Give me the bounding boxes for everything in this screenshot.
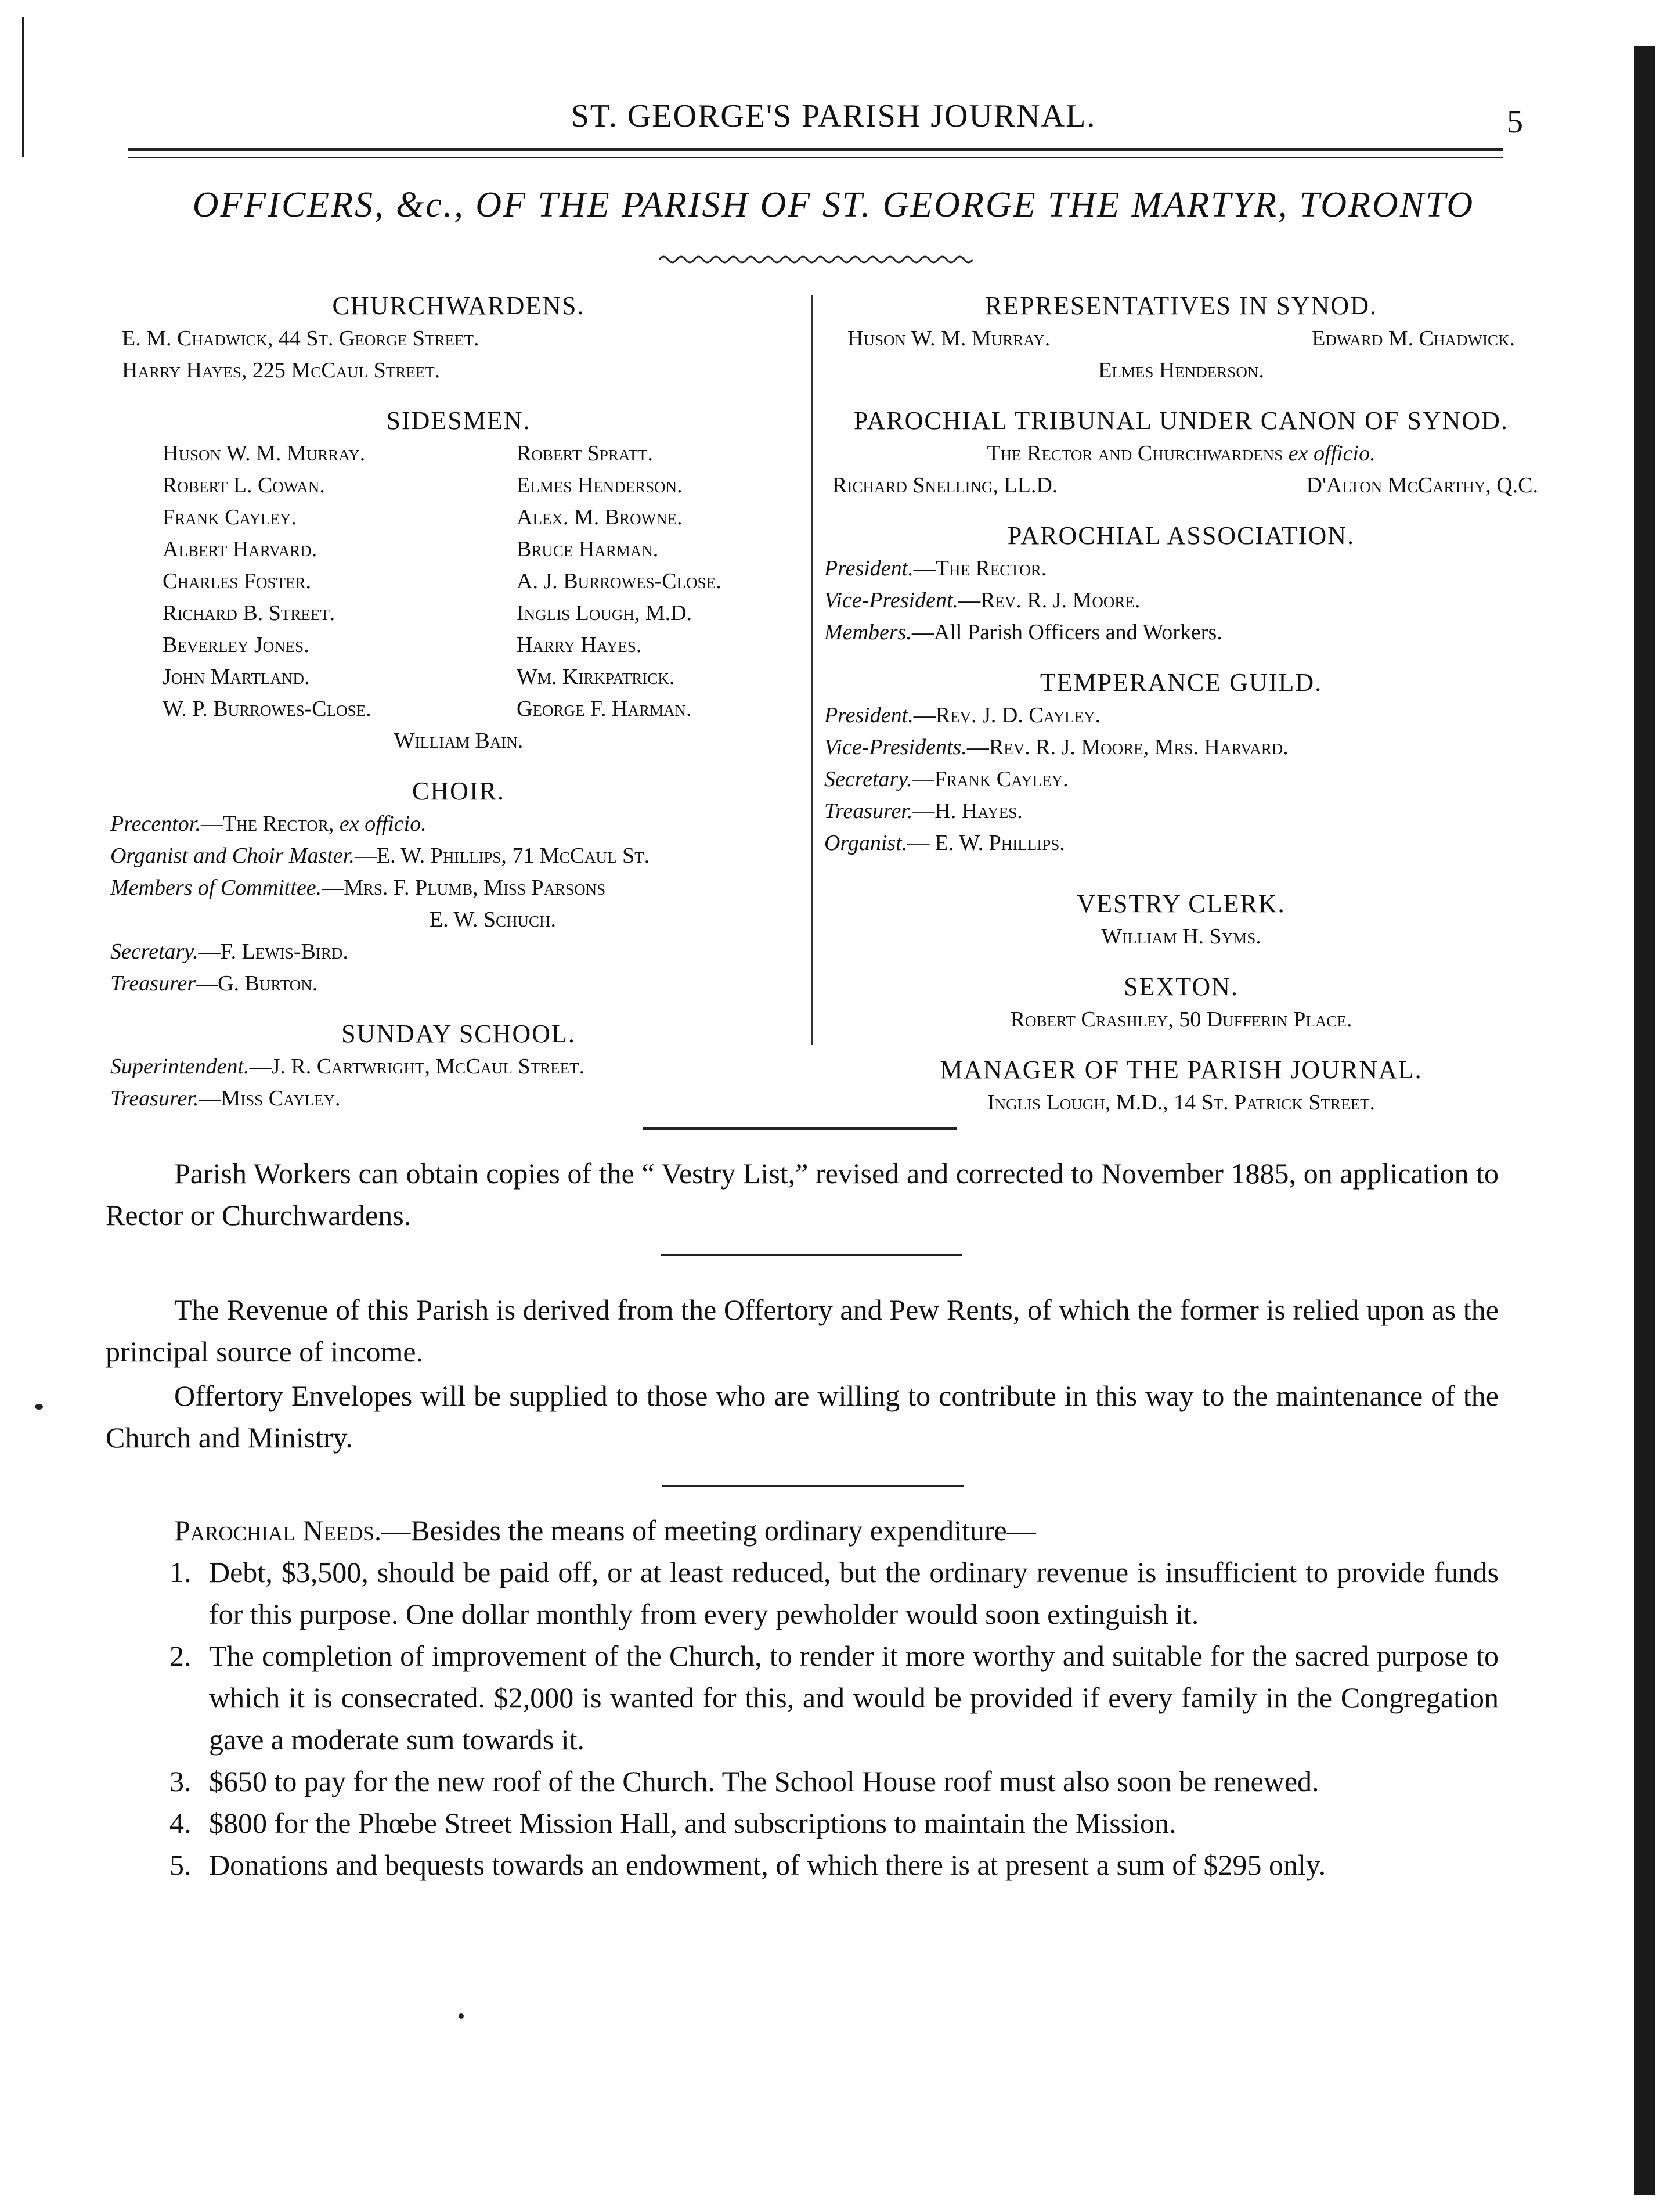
sidesman: Beverley Jones. — [163, 633, 309, 657]
precentor-label: Precentor. — [110, 812, 201, 836]
temp-president-value: —Rev. J. D. Cayley. — [913, 703, 1101, 727]
sidesman: Frank Cayley. — [163, 505, 297, 529]
tribunal-note: ex officio. — [1288, 441, 1376, 466]
assoc-president-label: President. — [824, 556, 914, 581]
need-number: 3. — [169, 1765, 192, 1797]
choir-heading: CHOIR. — [412, 777, 505, 805]
needs-lead-text: —Besides the means of meeting ordinary expenditure— — [381, 1514, 1036, 1547]
vestry-list-text: Parish Workers can obtain copies of the “ Vestry List,” revised and corrected to November 1885, on application to Rector or Churchwardens. — [106, 1157, 1499, 1231]
sexton-heading: SEXTON. — [1124, 972, 1239, 1001]
choir-treasurer-label: Treasurer — [110, 971, 196, 996]
association-heading: PAROCHIAL ASSOCIATION. — [1007, 521, 1355, 550]
sidesman: W. P. Burrowes-Close. — [163, 697, 371, 721]
tribunal-member-1: Richard Snelling, LL.D. — [832, 473, 1058, 498]
ss-treasurer-label: Treasurer. — [110, 1086, 199, 1111]
need-item — [106, 1844, 1499, 1886]
tribunal-heading: PAROCHIAL TRIBUNAL UNDER CANON OF SYNOD. — [854, 406, 1509, 435]
sidesman: Wm. Kirkpatrick. — [517, 665, 675, 689]
header-rule-thin — [128, 157, 1503, 158]
churchwarden-2: Harry Hayes, 225 McCaul Street. — [122, 358, 441, 383]
section-rule-1 — [643, 1127, 957, 1130]
running-head: ST. GEORGE'S PARISH JOURNAL. — [571, 98, 1096, 134]
sidesman: Charles Foster. — [163, 569, 311, 593]
committee-cont: E. W. Schuch. — [430, 907, 557, 932]
churchwarden-1: E. M. Chadwick, 44 St. George Street. — [122, 326, 479, 351]
temp-organist-label: Organist. — [824, 831, 908, 855]
churchwardens-heading: CHURCHWARDENS. — [332, 291, 585, 320]
sidesman: Alex. M. Browne. — [517, 505, 683, 529]
need-item — [106, 1635, 1499, 1760]
page-edge-shadow — [1634, 46, 1655, 2195]
need-item — [106, 1802, 1499, 1844]
sidesman: Richard B. Street. — [163, 601, 335, 625]
envelopes-text: Offertory Envelopes will be supplied to those who are willing to contribute in this way to the maintenance of the Church and Ministry. — [106, 1379, 1499, 1454]
precentor-value: —The Rector, — [200, 812, 340, 836]
synod-rep-2: Edward M. Chadwick. — [1312, 326, 1515, 351]
sidesmen-list — [110, 438, 807, 725]
section-title: OFFICERS, &c., OF THE PARISH OF ST. GEORGE THE MARTYR, TORONTO — [192, 185, 1475, 225]
need-number: 1. — [169, 1556, 192, 1588]
need-number: 5. — [169, 1849, 192, 1881]
section-rule-2 — [661, 1254, 962, 1256]
sidesman: Albert Harvard. — [163, 537, 317, 561]
vestry-clerk-name: William H. Syms. — [1101, 924, 1261, 949]
sidesman: Robert Spratt. — [517, 441, 653, 466]
header-rule — [128, 148, 1503, 151]
need-text: $650 to pay for the new roof of the Church. The School House roof must also soon be renewed. — [209, 1765, 1319, 1797]
precentor-note: ex officio. — [339, 812, 427, 836]
ink-speck — [35, 1404, 43, 1410]
sidesman: George F. Harman. — [517, 697, 692, 721]
revenue-paragraph — [106, 1289, 1499, 1372]
page-number: 5 — [1507, 104, 1523, 140]
sidesmen-heading: SIDESMEN. — [386, 406, 531, 435]
committee-value: —Mrs. F. Plumb, Miss Parsons — [322, 876, 606, 900]
synod-rep-1: Huson W. M. Murray. — [847, 326, 1051, 351]
vestry-clerk-heading: VESTRY CLERK. — [1077, 889, 1286, 918]
temp-president-label: President. — [824, 703, 914, 727]
organist-value: —E. W. Phillips, 71 McCaul St. — [354, 844, 650, 868]
temp-organist-value: — E. W. Phillips. — [907, 831, 1065, 855]
superintendent-value: —J. R. Cartwright, McCaul Street. — [249, 1054, 585, 1079]
revenue-text: The Revenue of this Parish is derived from the Offertory and Pew Rents, of which the former is relied upon as the principal source of income. — [106, 1294, 1499, 1368]
sidesman: A. J. Burrowes-Close. — [517, 569, 721, 593]
temperance-heading: TEMPERANCE GUILD. — [1040, 668, 1323, 697]
needs-list — [106, 1551, 1499, 1886]
need-text: Donations and bequests towards an endowment, of which there is at present a sum of $295 only. — [209, 1849, 1326, 1881]
temp-vps-value: —Rev. R. J. Moore, Mrs. Harvard. — [966, 735, 1289, 759]
officers-left-column — [110, 289, 807, 1115]
section-rule-3 — [662, 1485, 964, 1487]
needs-lead-label: Parochial Needs. — [174, 1514, 382, 1547]
need-text: $800 for the Phœbe Street Mission Hall, and subscriptions to maintain the Mission. — [209, 1807, 1177, 1839]
manager-name: Inglis Lough, M.D., 14 St. Patrick Street. — [987, 1090, 1375, 1115]
choir-secretary-value: —F. Lewis-Bird. — [198, 939, 348, 964]
temp-treasurer-value: —H. Hayes. — [912, 799, 1023, 823]
need-text: The completion of improvement of the Church, to render it more worthy and suitable for the sacred purpose to which it is consecrated. $2,000 is wanted for this, and would be provided if every family in the Congregation gave a moderate sum towards it. — [209, 1640, 1499, 1756]
need-number: 2. — [169, 1640, 192, 1672]
parochial-needs — [106, 1510, 1499, 1886]
synod-rep-3: Elmes Henderson. — [1098, 358, 1264, 383]
sidesman: John Martland. — [163, 665, 310, 689]
tribunal-member-2: D'Alton McCarthy, Q.C. — [1306, 473, 1538, 498]
sunday-school-heading: SUNDAY SCHOOL. — [341, 1019, 576, 1048]
superintendent-label: Superintendent. — [110, 1054, 250, 1079]
need-item — [106, 1760, 1499, 1802]
temp-secretary-label: Secretary. — [824, 767, 912, 791]
need-item — [106, 1551, 1499, 1635]
choir-secretary-label: Secretary. — [110, 939, 199, 964]
assoc-members-label: Members. — [824, 620, 912, 644]
assoc-vp-value: —Rev. R. J. Moore. — [958, 588, 1141, 613]
sidesman-last: William Bain. — [394, 729, 524, 753]
organist-label: Organist and Choir Master. — [110, 844, 355, 868]
sidesman: Huson W. M. Murray. — [163, 441, 366, 466]
ornamental-wave-rule — [659, 253, 973, 266]
sidesman: Robert L. Cowan. — [163, 473, 325, 498]
ink-speck — [459, 2013, 464, 2019]
temp-treasurer-label: Treasurer. — [824, 799, 913, 823]
committee-label: Members of Committee. — [110, 876, 322, 900]
ss-treasurer-value: —Miss Cayley. — [199, 1086, 341, 1111]
sidesman: Elmes Henderson. — [517, 473, 683, 498]
need-number: 4. — [169, 1807, 192, 1839]
left-margin-mark — [22, 17, 24, 157]
sexton-name: Robert Crashley, 50 Dufferin Place. — [1010, 1007, 1352, 1032]
manager-heading: MANAGER OF THE PARISH JOURNAL. — [940, 1055, 1423, 1084]
envelopes-paragraph — [106, 1375, 1499, 1458]
officers-right-column — [824, 289, 1538, 1119]
choir-treasurer-value: —G. Burton. — [196, 971, 318, 996]
sidesman: Harry Hayes. — [517, 633, 642, 657]
assoc-vp-label: Vice-President. — [824, 588, 959, 613]
need-text: Debt, $3,500, should be paid off, or at least reduced, but the ordinary revenue is insufficient to provide funds for this purpose. One dollar monthly from every pewholder would soon extinguish it. — [209, 1556, 1499, 1630]
tribunal-line: The Rector and Churchwardens — [987, 441, 1289, 466]
sidesman: Bruce Harman. — [517, 537, 659, 561]
assoc-members-value: —All Parish Officers and Workers. — [911, 620, 1222, 644]
vestry-list-paragraph — [106, 1152, 1499, 1236]
temp-secretary-value: —Frank Cayley. — [912, 767, 1069, 791]
assoc-president-value: —The Rector. — [913, 556, 1047, 581]
synod-heading: REPRESENTATIVES IN SYNOD. — [985, 291, 1377, 320]
sidesman: Inglis Lough, M.D. — [517, 601, 692, 625]
temp-vps-label: Vice-Presidents. — [824, 735, 967, 759]
